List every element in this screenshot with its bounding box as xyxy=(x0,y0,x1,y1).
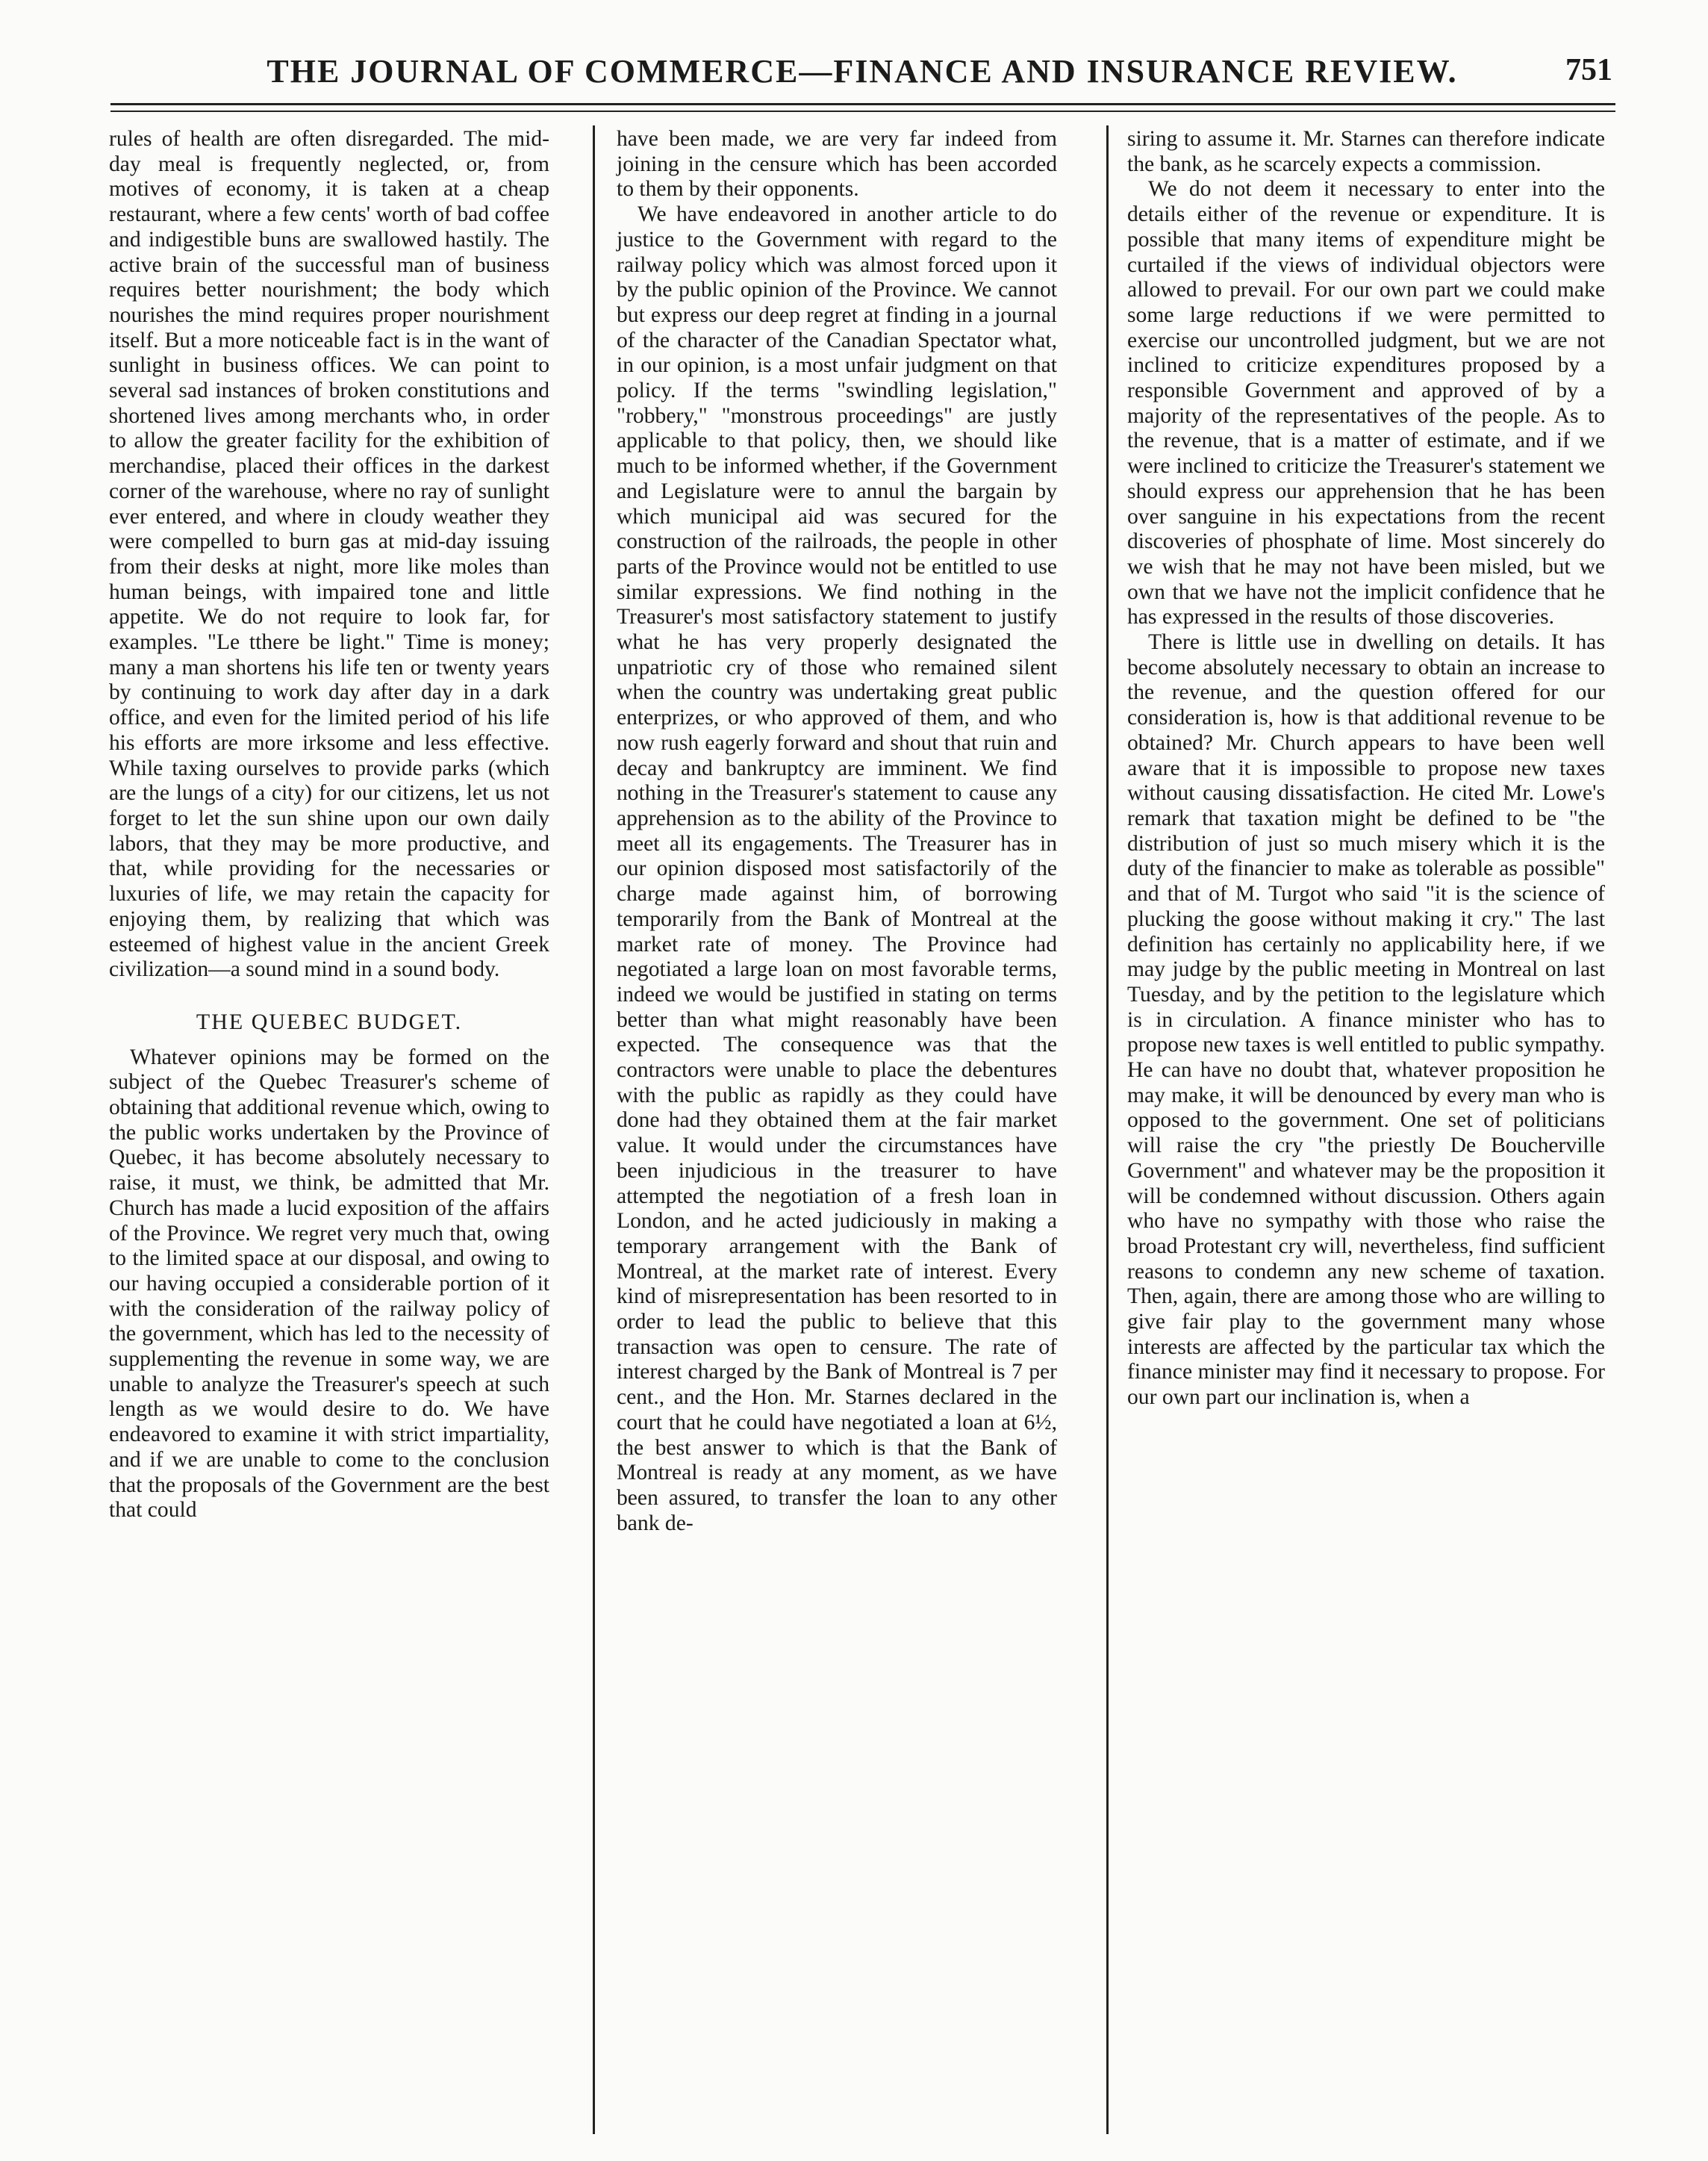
column-divider xyxy=(593,125,595,2134)
header-rule-thin xyxy=(110,111,1615,112)
journal-title: THE JOURNAL OF COMMERCE—FINANCE AND INSURANCE REVIEW. xyxy=(267,53,1458,90)
column-1 xyxy=(109,127,549,1523)
paragraph: have been made, we are very far indeed from joining in the censure which has been accorded to them by their opponents. xyxy=(617,127,1057,202)
paragraph: rules of health are often disregarded. The mid-day meal is frequently neglected, or, from motives of economy, it is taken at a cheap restaurant, where a few cents' worth of bad coffee and indigestible buns are swallowed hastily. The active brain of the successful man of business requires better nourishment; the body which nourishes the mind requires proper nourishment itself. But a more noticeable fact is in the want of sunlight in business offices. We can point to several sad instances of broken constitutions and shortened lives among merchants who, in order to allow the greater facility for the exhibition of merchandise, placed their offices in the darkest corner of the warehouse, where no ray of sunlight ever entered, and where in cloudy weather they were compelled to burn gas at mid-day issuing from their desks at night, more like moles than human beings, with impaired tone and little appetite. We do not require to look far, for examples. "Le tthere be light." Time is money; many a man shortens his life ten or twenty years by continuing to work day after day in a dark office, and even for the limited period of his life his efforts are more irksome and less effective. While taxing ourselves to provide parks (which are the lungs of a city) for our citizens, let us not forget to let the sun shine upon our own daily labors, that they may be more productive, and that, while providing for the necessaries or luxuries of life, we may retain the capacity for enjoying them, by realizing that which was esteemed of highest value in the ancient Greek civilization—a sound mind in a sound body. xyxy=(109,127,549,982)
paragraph: We do not deem it necessary to enter into the details either of the revenue or expenditure. It is possible that many items of expenditure might be curtailed if the views of individual objectors were allowed to prevail. For our own part we could make some large reductions if we were permitted to exercise our uncontrolled judgment, but we are not inclined to criticize expenditures proposed by a responsible Government and approved of by a majority of the representatives of the people. As to the revenue, that is a matter of estimate, and if we were inclined to criticize the Treasurer's statement we should express our apprehension that he has been over sanguine in his expectations from the recent discoveries of phosphate of lime. Most sincerely do we wish that he may not have been misled, but we own that we have not the implicit confidence that he has expressed in the results of those discoveries. xyxy=(1127,177,1605,629)
paragraph: siring to assume it. Mr. Starnes can therefore indicate the bank, as he scarcely expects a commission. xyxy=(1127,127,1605,176)
column-3 xyxy=(1127,127,1605,1411)
running-header xyxy=(105,46,1620,99)
paragraph: There is little use in dwelling on details. It has become absolutely necessary to obtain an increase to the revenue, and the question offered for our consideration is, how is that additional revenue to be obtained? Mr. Church appears to have been well aware that it is impossible to propose new taxes without causing dissatisfaction. He cited Mr. Lowe's remark that taxation might be defined to be "the distribution of just so much misery which it is the duty of the financier to make as tolerable as possible" and that of M. Turgot who said "it is the science of plucking the goose without making it cry." The last definition has certainly no applicability here, if we may judge by the public meeting in Montreal on last Tuesday, and by the petition to the legislature which is in circulation. A finance minister who has to propose new taxes is well entitled to public sympathy. He can have no doubt that, whatever proposition he may make, it will be denounced by every man who is opposed to the government. One set of politicians will raise the cry "the priestly De Boucherville Government" and whatever may be the proposition it will be condemned without discussion. Others again who have no sympathy with those who raise the broad Protestant cry will, nevertheless, find sufficient reasons to condemn any new scheme of taxation. Then, again, there are among those who are willing to give fair play to the government many whose interests are affected by the particular tax which the finance minister may find it necessary to propose. For our own part our inclination is, when a xyxy=(1127,630,1605,1410)
paragraph: Whatever opinions may be formed on the subject of the Quebec Treasurer's scheme of obtaining that additional revenue which, owing to the public works undertaken by the Province of Quebec, it has become absolutely necessary to raise, it must, we think, be admitted that Mr. Church has made a lucid exposition of the affairs of the Province. We regret very much that, owing to the limited space at our disposal, and owing to our having occupied a considerable portion of it with the consideration of the railway policy of the government, which has led to the necessity of supplementing the revenue in some way, we are unable to analyze the Treasurer's speech at such length as we would desire to do. We have endeavored to examine it with strict impartiality, and if we are unable to come to the conclusion that the proposals of the Government are the best that could xyxy=(109,1045,549,1523)
paragraph: We have endeavored in another article to do justice to the Government with regard to the railway policy which was almost forced upon it by the public opinion of the Province. We cannot but express our deep regret at finding in a journal of the character of the Canadian Spectator what, in our opinion, is a most unfair judgment on that policy. If the terms "swindling legislation," "robbery," "monstrous proceedings" are justly applicable to that policy, then, we should like much to be informed whether, if the Government and Legislature were to annul the bargain by which municipal aid was secured for the construction of the railroads, the people in other parts of the Province would not be entitled to use similar expressions. We find nothing in the Treasurer's most satisfactory statement to justify what he has very properly designated the unpatriotic cry of those who remained silent when the country was undertaking great public enterprizes, or who approved of them, and who now rush eagerly forward and shout that ruin and decay and bankruptcy are imminent. We find nothing in the Treasurer's statement to cause any apprehension as to the ability of the Province to meet all its engagements. The Treasurer has in our opinion disposed most satisfactorily of the charge made against him, of borrowing temporarily from the Bank of Montreal at the market rate of money. The Province had negotiated a large loan on most favorable terms, indeed we would be justified in stating on terms better than what might reasonably have been expected. The consequence was that the contractors were unable to place the debentures with the public as rapidly as they could have done had they obtained them at the fair market value. It would under the circumstances have been injudicious in the treasurer to have attempted the negotiation of a fresh loan in London, and he acted judiciously in making a temporary arrangement with the Bank of Montreal, at the market rate of interest. Every kind of misrepresentation has been resorted to in order to lead the public to believe that this transaction was open to censure. The rate of interest charged by the Bank of Montreal is 7 per cent., and the Hon. Mr. Starnes declared in the court that he could have negotiated a loan at 6½, the best answer to which is that the Bank of Montreal is ready at any moment, as we have been assured, to transfer the loan to any other bank de- xyxy=(617,202,1057,1535)
header-rule xyxy=(110,103,1615,105)
column-divider xyxy=(1106,125,1109,2134)
column-2 xyxy=(617,127,1057,1536)
article-heading: THE QUEBEC BUDGET. xyxy=(196,1009,463,1034)
page-number: 751 xyxy=(1565,53,1612,87)
